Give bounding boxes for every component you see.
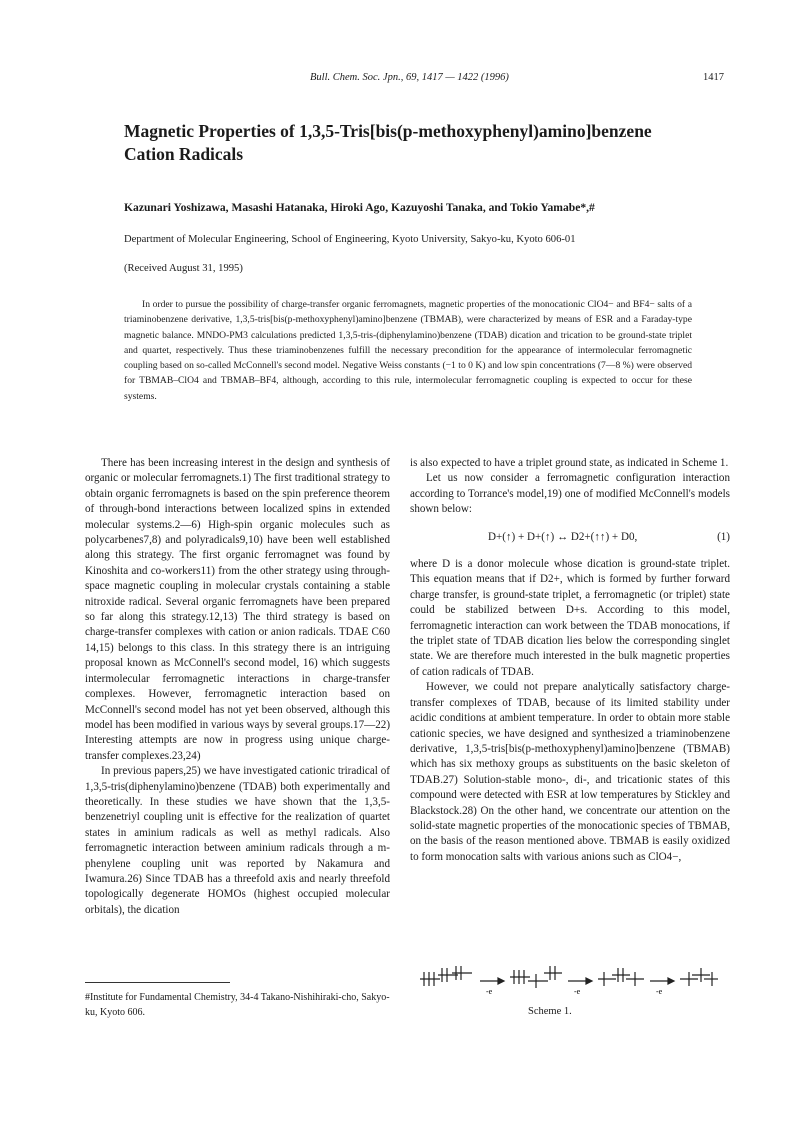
title-line-2: Cation Radicals bbox=[124, 144, 244, 164]
equation-body: D+(↑) + D+(↑) ↔ D2+(↑↑) + D0, bbox=[488, 530, 638, 543]
received-date: (Received August 31, 1995) bbox=[124, 263, 243, 274]
author-list: Kazunari Yoshizawa, Masashi Hatanaka, Hiroki Ago, Kazuyoshi Tanaka, and Tokio Yamabe*,# bbox=[124, 201, 595, 214]
right-column bbox=[410, 456, 730, 865]
right-paragraph-1: is also expected to have a triplet ground state, as indicated in Scheme 1. bbox=[410, 457, 729, 469]
equation-1 bbox=[410, 530, 730, 545]
arrow-label-1: -e bbox=[486, 987, 493, 996]
left-column bbox=[85, 456, 390, 918]
footnote: #Institute for Fundamental Chemistry, 34-4 Takano-Nishihiraki-cho, Sakyo-ku, Kyoto 606. bbox=[85, 992, 390, 1018]
right-paragraph-3: where D is a donor molecule whose dication is ground-state triplet. This equation means that if D2+, which is formed by further forward charge transfer, is ground-state triplet, a ferromagnetic (or triplet) state could be stabilized between D+s. According to this model, ferromagnetic interaction can work between the TDAB monocations, if the triplet state of TDAB dication lies below the corresponding singlet state. We are therefore much interested in the bulk magnetic properties of cation radicals of TDAB. bbox=[410, 558, 730, 678]
equation-number: (1) bbox=[717, 530, 730, 543]
abstract: In order to pursue the possibility of charge-transfer organic ferromagnets, magnetic properties of the monocationic ClO4− and BF4− salts of a triaminobenzene derivative, 1,3,5-tris[bis(p-methoxyphenyl)amino]benzene (TBMAB), were characterized by means of ESR and a Faraday-type magnetic balance. MNDO-PM3 calculations predicted 1,3,5-tris-(diphenylamino)benzene (TDAB) dication and trication to be ground-state triplet and quartet, respectively. Thus these triaminobenzenes fulfill the necessary precondition for the appearance of intermolecular ferromagnetic coupling based on so-called McConnell's second model. Negative Weiss constants (−1 to 0 K) and low spin concentrations (7—8 %) were observed for TBMAB–ClO4 and TBMAB–BF4, although, according to this rule, intermolecular ferromagnetic coupling is expected to occur for these systems. bbox=[124, 299, 692, 402]
scheme-1-figure bbox=[418, 963, 718, 1001]
orbital-diagram-neutral bbox=[420, 966, 472, 986]
journal-citation: Bull. Chem. Soc. Jpn., 69, 1417 — 1422 (1996) bbox=[310, 72, 509, 83]
intro-paragraph-1: There has been increasing interest in the design and synthesis of organic or molecular ferromagnets.1) The first traditional strategy to obtain organic ferromagnets is based on the spin preference theorem of through-bond interactions between localized spins in extended molecular systems.2—6) High-spin organic molecules such as polycarbenes7,8) and polyradicals9,10) have been well established along this strategy. The first organic ferromagnet was found by Kinoshita and co-workers11) from the other strategy using through-space magnetic coupling in molecular crystals containing a stable nitroxide radical. Several organic ferromagnets have been prepared so far along this strategy.12,13) The third strategy is based on charge-transfer complexes with cation or anion radicals. TDAE C60 14,15) belongs to this class. In this strategy there is an intriguing proposal known as McConnell's second model, 16) which suggests intermolecular ferromagnetic interactions in charge-transfer complexes. However, ferromagnetic interaction based on McConnell's second model has not yet been observed, although this model has been modified in various ways by several groups.17—22) Interesting attempts are now in progress using unique charge-transfer complexes.23,24) bbox=[85, 457, 391, 762]
arrow-label-3: -e bbox=[656, 987, 663, 996]
right-paragraph-4: However, we could not prepare analytically satisfactory charge-transfer complexes of TDAB, because of its limited stability under acidic conditions at ambient temperature. In order to obtain more stable cationic species, we have designed and synthesized a triaminobenzene derivative, 1,3,5-tris[bis(p-methoxyphenyl)amino]benzene (TBMAB) which has six methoxy groups as substituents on the basic skeleton of TDAB.27) Solution-stable mono-, di-, and tricationic states of this compound were detected with ESR at low temperatures by Stickley and Blackstock.28) On the other hand, we concentrate our attention on the solid-state magnetic properties of the monocationic species of TBMAB, on the basis of the reason mentioned above. TBMAB is easily oxidized to form monocation salts with various anions such as ClO4−, bbox=[410, 681, 730, 863]
orbital-diagram-dication bbox=[598, 968, 644, 986]
footnote-divider bbox=[85, 982, 230, 983]
intro-paragraph-2: In previous papers,25) we have investigated cationic triradical of 1,3,5-tris(diphenylamino)benzene (TDAB) both experimentally and theoretically. In these studies we have shown that the 1,3,5-benzenetriyl coupling unit is effective for the realization of quartet states in aminium radicals as well as methyl radicals. Also ferromagnetic interaction between aminium radicals through a m-phenylene coupling unit was reported by Nakamura and Iwamura.26) Since TDAB has a threefold axis and nearly threefold topologically degenerate HOMOs (highest occupied molecular orbitals), the dication bbox=[85, 765, 390, 916]
right-paragraph-2: Let us now consider a ferromagnetic configuration interaction according to Torrance's model,19) one of modified McConnell's models shown below: bbox=[410, 472, 730, 516]
paper-title bbox=[124, 120, 724, 166]
scheme-caption: Scheme 1. bbox=[528, 1006, 572, 1017]
page-number: 1417 bbox=[703, 72, 724, 83]
arrow-label-2: -e bbox=[574, 987, 581, 996]
orbital-diagram-monocation bbox=[510, 966, 562, 988]
orbital-diagram-trication bbox=[680, 968, 718, 986]
affiliation: Department of Molecular Engineering, School of Engineering, Kyoto University, Sakyo-ku, Kyoto 606-01 bbox=[124, 234, 576, 245]
title-line-1: Magnetic Properties of 1,3,5-Tris[bis(p-methoxyphenyl)amino]benzene bbox=[124, 121, 652, 141]
